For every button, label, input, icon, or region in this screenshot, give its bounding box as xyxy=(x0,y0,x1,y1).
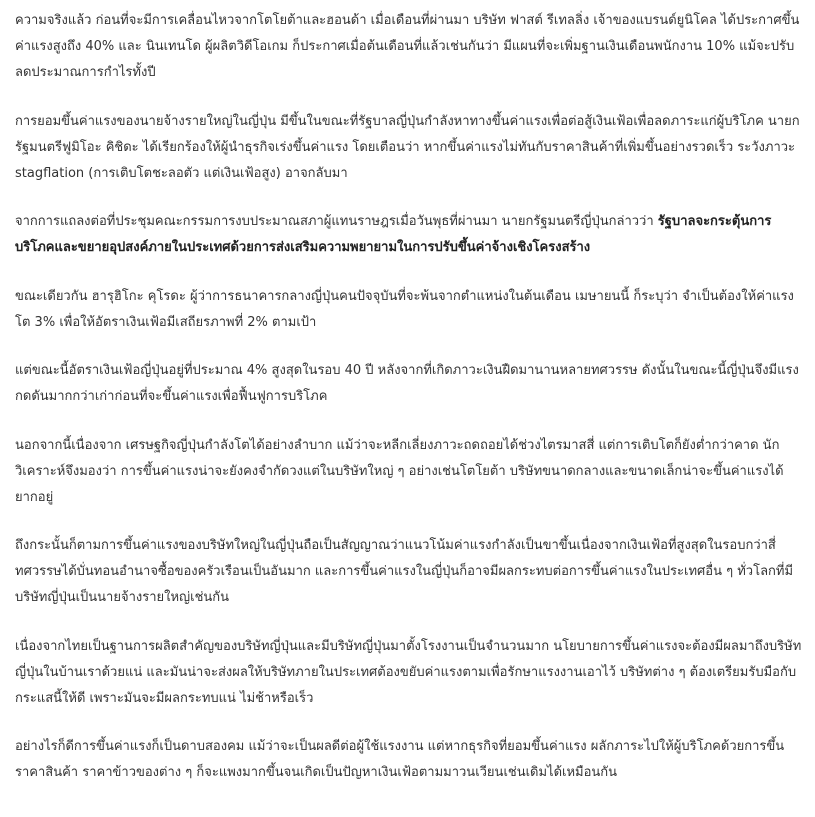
paragraph-3-text: จากการแถลงต่อที่ประชุมคณะกรรมการงบประมาณสภาผู้แทนราษฎรเมื่อวันพุธที่ผ่านมา นายกรัฐมนตรีญี่ปุ่นกล่าวว่า xyxy=(15,214,658,229)
article-body xyxy=(15,8,805,786)
paragraph-3-bold-quote: รัฐบาลจะกระตุ้นการบริโภคและขยายอุปสงค์ภายในประเทศด้วยการส่งเสริมความพยายามในการปรับขึ้นค่าจ้างเชิงโครงสร้าง xyxy=(15,214,772,255)
paragraph-4: ขณะเดียวกัน ฮารุฮิโกะ คุโรดะ ผู้ว่าการธนาคารกลางญี่ปุ่นคนปัจจุบันที่จะพ้นจากตำแหน่งในต้นเดือน เมษายนนี้ ก็ระบุว่า จำเป็นต้องให้ค่าแรงโต 3% เพื่อให้อัตราเงินเฟ้อมีเสถียรภาพที่ 2% ตามเป้า xyxy=(15,288,794,330)
paragraph-3 xyxy=(15,209,805,261)
paragraph-8: เนื่องจากไทยเป็นฐานการผลิตสำคัญของบริษัทญี่ปุ่นและมีบริษัทญี่ปุ่นมาตั้งโรงงานเป็นจำนวนมาก นโยบายการขึ้นค่าแรงจะต้องมีผลมาถึงบริษัทญี่ปุ่นในบ้านเราด้วยแน่ และมันน่าจะส่งผลให้บริษัทภายในประเทศต้องขยับค่าแรงตามเพื่อรักษาแรงงานเอาไว้ บริษัทต่าง ๆ ต้องเตรียมรับมือกับกระแสนี้ให้ดี เพราะมันจะมีผลกระทบแน่ ไม่ช้าหรือเร็ว xyxy=(15,638,802,706)
paragraph-7: ถึงกระนั้นก็ตามการขึ้นค่าแรงของบริษัทใหญ่ในญี่ปุ่นถือเป็นสัญญาณว่าแนวโน้มค่าแรงกำลังเป็นขาขึ้นเนื่องจากเงินเฟ้อที่สูงสุดในรอบกว่าสี่ทศวรรษได้บั่นทอนอำนาจซื้อของครัวเรือนเป็นอันมาก และการขึ้นค่าแรงในญี่ปุ่นก็อาจมีผลกระทบต่อการขึ้นค่าแรงในประเทศอื่น ๆ ทั่วโลกที่มีบริษัทญี่ปุ่นเป็นนายจ้างรายใหญ่เช่นกัน xyxy=(15,538,794,605)
paragraph-6: นอกจากนี้เนื่องจาก เศรษฐกิจญี่ปุ่นกำลังโตได้อย่างลำบาก แม้ว่าจะหลีกเลี่ยงภาวะถดถอยได้ช่วงไตรมาสสี่ แต่การเติบโตก็ยังต่ำกว่าคาด นักวิเคราะห์จึงมองว่า การขึ้นค่าแรงน่าจะยังคงจำกัดวงแต่ในบริษัทใหญ่ ๆ อย่างเช่นโตโยต้า บริษัทขนาดกลางและขนาดเล็กน่าจะขึ้นค่าแรงได้ยากอยู่ xyxy=(15,437,784,505)
paragraph-5: แต่ขณะนี้อัตราเงินเฟ้อญี่ปุ่นอยู่ที่ประมาณ 4% สูงสุดในรอบ 40 ปี หลังจากที่เกิดภาวะเงินฝืดมานานหลายทศวรรษ ดังนั้นในขณะนี้ญี่ปุ่นจึงมีแรงกดดันมากกว่าเก่าก่อนที่จะขึ้นค่าแรงเพื่อฟื้นฟูการบริโภค xyxy=(15,363,799,404)
paragraph-1: ความจริงแล้ว ก่อนที่จะมีการเคลื่อนไหวจากโตโยต้าและฮอนด้า เมื่อเดือนที่ผ่านมา บริษัท ฟาสต์ รีเทลลิ่ง เจ้าของแบรนด์ยูนิโคล ได้ประกาศขึ้นค่าแรงสูงถึง 40% และ นินเทนโด ผู้ผลิตวิดีโอเกม ก็ประกาศเมื่อต้นเดือนที่แล้วเช่นกันว่า มีแผนที่จะเพิ่มฐานเงินเดือนพนักงาน 10% แม้จะปรับลดประมาณการกำไรทั้งปี xyxy=(15,13,800,80)
paragraph-2: การยอมขึ้นค่าแรงของนายจ้างรายใหญ่ในญี่ปุ่น มีขึ้นในขณะที่รัฐบาลญี่ปุ่นกำลังหาทางขึ้นค่าแรงเพื่อต่อสู้เงินเฟ้อเพื่อลดภาระแก่ผู้บริโภค นายกรัฐมนตรีฟูมิโอะ คิชิดะ ได้เรียกร้องให้ผู้นำธุรกิจเร่งขึ้นค่าแรง โดยเตือนว่า หากขึ้นค่าแรงไม่ทันกับราคาสินค้าที่เพิ่มขึ้นอย่างรวดเร็ว ระวังภาวะ stagflation (การเติบโตชะลอตัว แต่เงินเฟ้อสูง) อาจกลับมา xyxy=(15,113,800,181)
paragraph-9: อย่างไรก็ดีการขึ้นค่าแรงก็เป็นดาบสองคม แม้ว่าจะเป็นผลดีต่อผู้ใช้แรงงาน แต่หากธุรกิจที่ยอมขึ้นค่าแรง ผลักภาระไปให้ผู้บริโภคด้วยการขึ้นราคาสินค้า ราคาข้าวของต่าง ๆ ก็จะแพงมากขึ้นจนเกิดเป็นปัญหาเงินเฟ้อตามมาวนเวียนเช่นเดิมได้เหมือนกัน xyxy=(15,739,785,780)
